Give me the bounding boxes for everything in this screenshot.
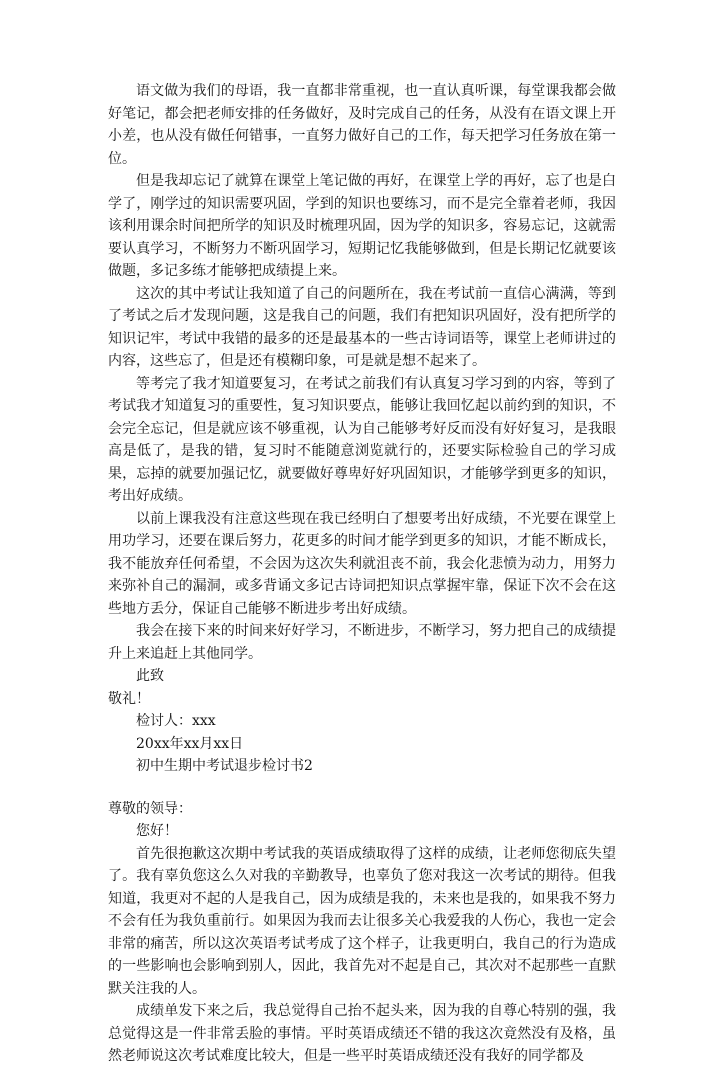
closing-phrase: 此致 — [136, 668, 164, 684]
paragraph: 等考完了我才知道要复习，在考试之前我们有认真复习学习到的内容，等到了考试我才知道复习的重要性，复习知识要点，能够让我回忆起以前约到的知识，不会完全忘记，但是就应该不够重视，认为自己能够考好反而没有好好复习，是我眼高是低了，是我的错，复习时不能随意浏览就行的，还要实际检验自己的学习成果，忘掉的就要加强记忆，就要做好尊卑好好巩固知识，才能够学到更多的知识，考出好成绩。 — [108, 375, 616, 504]
paragraph: 首先很抱歉这次期中考试我的英语成绩取得了这样的成绩，让老师您彻底失望了。我有辜负您这么久对我的辛勤教导，也辜负了您对我这一次考试的期待。但我知道，我更对不起的人是我自己，因为成绩是我的，未来也是我的，如果我不努力不会有任为我负重前行。如果因为我而去让很多关心我爱我的人伤心，我也一定会非常的痛苦，所以这次英语考试考成了这个样子，让我更明白，我自己的行为造成的一些影响也会影响到别人，因此，我首先对不起是自己，其次对不起那些一直默默关注我的人。 — [108, 845, 616, 997]
date: 20xx年xx月xx日 — [136, 735, 244, 752]
document-page — [108, 80, 616, 1068]
paragraph: 这次的其中考试让我知道了自己的问题所在，我在考试前一直信心满满，等到了考试之后才发现问题，这是我自己的问题，我们有把知识巩固好，没有把所学的知识记牢，考试中我错的最多的还是最基本的一些古诗词语等，课堂上老师讲过的内容，这些忘了，但是还有模糊印象，可是就是想不起来了。 — [108, 285, 616, 369]
paragraph: 语文做为我们的母语，我一直都非常重视，也一直认真听课，每堂课我都会做好笔记，都会把老师安排的任务做好，及时完成自己的任务，从没有在语文课上开小差，也从没有做任何错事，一直努力做好自己的工作，每天把学习任务放在第一位。 — [108, 83, 616, 167]
salutation: 尊敬的领导： — [108, 800, 192, 817]
paragraph: 以前上课我没有注意这些现在我已经明白了想要考出好成绩，不光要在课堂上用功学习，还要在课后努力，花更多的时间才能学到更多的知识，才能不断成长，我不能放弃任何希望，不会因为这次失利就沮丧不前，我会化悲愤为动力，用努力来弥补自己的漏洞，或多背诵文多记古诗词把知识点掌握牢靠，保证下次不会在这些地方丢分，保证自己能够不断进步考出好成绩。 — [108, 510, 616, 617]
signer: 检讨人：xxx — [136, 713, 216, 729]
section-gap — [108, 778, 616, 798]
closing-salute: 敬礼！ — [108, 690, 150, 707]
next-section-title: 初中生期中考试退步检讨书2 — [136, 758, 313, 774]
paragraph: 我会在接下来的时间来好好学习，不断进步，不断学习，努力把自己的成绩提升上来追赶上其他同学。 — [108, 623, 616, 662]
greeting: 您好！ — [136, 823, 178, 839]
paragraph: 成绩单发下来之后，我总觉得自己抬不起头来，因为我的自尊心特别的强，我总觉得这是一件非常丢脸的事情。平时英语成绩还不错的我这次竟然没有及格，虽然老师说这次考试难度比较大，但是一些平时英语成绩还没有我好的同学都及 — [108, 1003, 616, 1064]
paragraph: 但是我却忘记了就算在课堂上笔记做的再好，在课堂上学的再好，忘了也是白学了，刚学过的知识需要巩固，学到的知识也要练习，而不是完全靠着老师，我因该利用课余时间把所学的知识及时梳理巩固，因为学的知识多，容易忘记，这就需要认真学习，不断努力不断巩固学习，短期记忆我能够做到，但是长期记忆就要该做题，多记多练才能够把成绩提上来。 — [108, 173, 616, 279]
